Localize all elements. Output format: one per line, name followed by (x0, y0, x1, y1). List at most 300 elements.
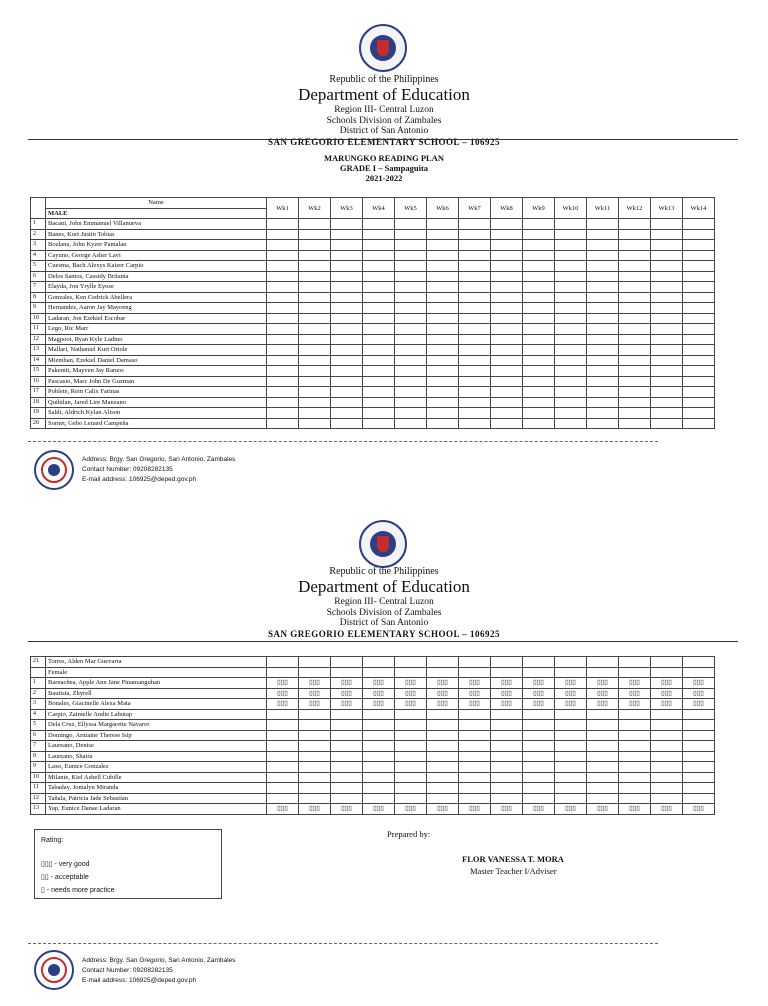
week-cell (395, 229, 427, 240)
week-cell (491, 397, 523, 408)
week-header: Wk13 (651, 198, 683, 219)
week-cell (427, 741, 459, 752)
table-row (31, 709, 715, 720)
week-cell (555, 418, 587, 429)
week-cell: ▯▯▯ (555, 688, 587, 699)
row-number: 13 (31, 345, 46, 356)
row-number: 4 (31, 250, 46, 261)
week-cell: ▯▯▯ (395, 699, 427, 710)
student-name: Laureano, Denise (46, 741, 267, 752)
week-cell (427, 751, 459, 762)
row-number: 4 (31, 709, 46, 720)
week-cell (427, 408, 459, 419)
week-cell (587, 324, 619, 335)
week-cell (331, 334, 363, 345)
week-cell (267, 229, 299, 240)
week-cell (267, 709, 299, 720)
week-cell (491, 730, 523, 741)
week-cell (523, 292, 555, 303)
row-number: 16 (31, 376, 46, 387)
table-row (31, 657, 715, 668)
reading-plan-table-female (30, 656, 715, 815)
week-cell: ▯▯▯ (491, 678, 523, 689)
student-name: Delos Santos, Cassidy Britania (46, 271, 267, 282)
week-cell (683, 345, 715, 356)
week-cell (683, 720, 715, 731)
student-name: Miemban, Ezekiel Daniel Damaso (46, 355, 267, 366)
week-cell: ▯▯▯ (267, 688, 299, 699)
week-cell (683, 772, 715, 783)
week-cell (651, 229, 683, 240)
week-cell (523, 772, 555, 783)
week-cell: ▯▯▯ (267, 678, 299, 689)
week-cell (267, 418, 299, 429)
week-cell (299, 657, 331, 668)
week-cell (683, 741, 715, 752)
week-cell (267, 366, 299, 377)
week-cell (555, 720, 587, 731)
week-cell (523, 366, 555, 377)
week-cell: ▯▯▯ (459, 678, 491, 689)
week-cell: ▯▯▯ (683, 804, 715, 815)
week-cell (619, 720, 651, 731)
week-cell (331, 271, 363, 282)
week-cell (299, 741, 331, 752)
student-name: Domingo, Armaine Therese Isip (46, 730, 267, 741)
week-cell (395, 772, 427, 783)
table-row (31, 282, 715, 293)
week-cell (683, 250, 715, 261)
week-cell (491, 709, 523, 720)
district-text: District of San Antonio (339, 618, 429, 628)
week-cell (459, 376, 491, 387)
row-number: 3 (31, 240, 46, 251)
week-cell (555, 292, 587, 303)
table-header-row (31, 198, 715, 209)
week-cell (619, 324, 651, 335)
week-cell (459, 783, 491, 794)
week-cell (523, 418, 555, 429)
week-cell (491, 387, 523, 398)
header-divider (28, 641, 738, 642)
reading-plan-table-male (30, 197, 715, 429)
week-cell (459, 418, 491, 429)
week-cell (427, 345, 459, 356)
week-cell (683, 418, 715, 429)
row-number: 8 (31, 292, 46, 303)
week-cell (651, 418, 683, 429)
week-cell (491, 334, 523, 345)
week-cell (651, 783, 683, 794)
row-number: 3 (31, 699, 46, 710)
week-header: Wk4 (363, 198, 395, 219)
week-cell (267, 250, 299, 261)
week-cell (587, 261, 619, 272)
week-cell (587, 657, 619, 668)
week-cell (491, 324, 523, 335)
week-cell (619, 793, 651, 804)
week-cell (299, 229, 331, 240)
week-cell (523, 720, 555, 731)
week-cell (363, 387, 395, 398)
row-number: 17 (31, 387, 46, 398)
week-cell (299, 387, 331, 398)
week-cell (363, 229, 395, 240)
week-cell: ▯▯▯ (427, 699, 459, 710)
week-cell: ▯▯▯ (651, 699, 683, 710)
week-cell (523, 261, 555, 272)
week-cell: ▯▯▯ (619, 678, 651, 689)
week-cell (651, 240, 683, 251)
week-cell (555, 324, 587, 335)
week-cell (683, 334, 715, 345)
week-cell (491, 376, 523, 387)
week-cell (555, 376, 587, 387)
week-cell (363, 751, 395, 762)
week-cell (651, 397, 683, 408)
week-cell (683, 376, 715, 387)
week-cell (427, 271, 459, 282)
week-cell (459, 303, 491, 314)
week-cell (427, 709, 459, 720)
row-number: 19 (31, 408, 46, 419)
week-cell (555, 240, 587, 251)
week-header: Wk5 (395, 198, 427, 219)
student-name: Bozlana, John Kyzer Pamalan (46, 240, 267, 251)
week-cell (427, 250, 459, 261)
table-row (31, 397, 715, 408)
week-cell (491, 219, 523, 230)
week-cell (363, 741, 395, 752)
week-cell (427, 324, 459, 335)
week-cell (395, 282, 427, 293)
student-name: Saldi, Aldrich Kylan Alison (46, 408, 267, 419)
week-cell (363, 345, 395, 356)
footer-contact: Contact Number: 09208282135 (82, 466, 173, 473)
week-cell (523, 762, 555, 773)
table-row (31, 678, 715, 689)
week-cell (459, 751, 491, 762)
week-cell (331, 762, 363, 773)
row-number: 11 (31, 324, 46, 335)
name-header: Name (46, 198, 267, 209)
week-cell (651, 387, 683, 398)
week-cell (683, 657, 715, 668)
week-cell (587, 334, 619, 345)
week-cell (299, 762, 331, 773)
school-name: SAN GREGORIO ELEMENTARY SCHOOL – 106925 (268, 628, 500, 639)
week-cell (331, 376, 363, 387)
week-cell: ▯▯▯ (491, 688, 523, 699)
week-cell: ▯▯▯ (299, 804, 331, 815)
week-cell (523, 345, 555, 356)
week-cell (683, 219, 715, 230)
week-cell (299, 720, 331, 731)
week-cell (427, 229, 459, 240)
student-name: Female (46, 667, 267, 678)
week-cell (619, 229, 651, 240)
week-cell (587, 772, 619, 783)
week-cell (267, 334, 299, 345)
footer-divider (28, 441, 658, 442)
week-cell: ▯▯▯ (619, 688, 651, 699)
row-number: 5 (31, 261, 46, 272)
student-name: Laureano, Shaira (46, 751, 267, 762)
week-header: Wk1 (267, 198, 299, 219)
week-cell (331, 709, 363, 720)
week-cell (427, 261, 459, 272)
week-cell (363, 793, 395, 804)
week-cell: ▯▯▯ (459, 688, 491, 699)
week-cell (619, 408, 651, 419)
week-cell (619, 334, 651, 345)
week-cell: ▯▯▯ (331, 804, 363, 815)
week-cell: ▯▯▯ (491, 804, 523, 815)
week-cell (555, 271, 587, 282)
row-number: 11 (31, 783, 46, 794)
week-cell (395, 709, 427, 720)
week-cell (363, 709, 395, 720)
week-cell (683, 709, 715, 720)
week-cell (619, 376, 651, 387)
student-name: Tañala, Patricia Jade Sebastian (46, 793, 267, 804)
week-cell (299, 408, 331, 419)
week-cell (491, 240, 523, 251)
week-cell: ▯▯▯ (651, 688, 683, 699)
week-cell (267, 376, 299, 387)
prepared-by-label: Prepared by: (387, 829, 431, 839)
week-cell (491, 772, 523, 783)
week-cell (363, 282, 395, 293)
week-cell (459, 397, 491, 408)
student-name: Mallari, Nathaniel Kurt Oriole (46, 345, 267, 356)
week-cell (683, 324, 715, 335)
student-name: Elayda, Jon Yrylle Eyose (46, 282, 267, 293)
week-cell (683, 667, 715, 678)
week-cell (363, 376, 395, 387)
week-cell (523, 741, 555, 752)
student-name: Pascasio, Marc John De Guzman (46, 376, 267, 387)
week-cell (395, 366, 427, 377)
school-name: SAN GREGORIO ELEMENTARY SCHOOL – 106925 (268, 136, 500, 147)
week-cell (683, 366, 715, 377)
week-header: Wk11 (587, 198, 619, 219)
week-cell (363, 657, 395, 668)
week-cell (587, 376, 619, 387)
week-cell (587, 292, 619, 303)
week-cell (555, 313, 587, 324)
week-cell: ▯▯▯ (619, 699, 651, 710)
student-name: Dela Cruz, Ellyssa Margarette Navarro (46, 720, 267, 731)
week-cell (331, 397, 363, 408)
week-cell (491, 741, 523, 752)
table-row (31, 772, 715, 783)
week-cell (619, 783, 651, 794)
school-logo-icon (34, 950, 74, 990)
week-cell (555, 387, 587, 398)
table-row (31, 720, 715, 731)
week-cell (523, 793, 555, 804)
week-cell (363, 772, 395, 783)
week-cell (267, 397, 299, 408)
week-cell (683, 240, 715, 251)
week-cell (427, 657, 459, 668)
week-cell: ▯▯▯ (267, 699, 299, 710)
week-cell (395, 324, 427, 335)
week-cell (395, 397, 427, 408)
table-row (31, 261, 715, 272)
week-cell (491, 366, 523, 377)
week-cell (267, 657, 299, 668)
week-cell (459, 667, 491, 678)
week-cell (683, 271, 715, 282)
week-cell (651, 366, 683, 377)
week-cell (299, 366, 331, 377)
week-cell (651, 334, 683, 345)
week-cell (555, 303, 587, 314)
week-cell (651, 720, 683, 731)
week-cell (331, 408, 363, 419)
week-cell (683, 261, 715, 272)
week-cell (331, 772, 363, 783)
week-cell (395, 271, 427, 282)
week-cell (267, 324, 299, 335)
week-cell (651, 345, 683, 356)
week-cell: ▯▯▯ (523, 688, 555, 699)
week-cell (555, 345, 587, 356)
week-cell (555, 709, 587, 720)
week-cell: ▯▯▯ (523, 804, 555, 815)
week-header: Wk10 (555, 198, 587, 219)
week-cell (395, 219, 427, 230)
week-cell (619, 762, 651, 773)
table-row (31, 804, 715, 815)
table-row (31, 793, 715, 804)
week-cell (363, 313, 395, 324)
week-cell (459, 292, 491, 303)
table-row (31, 219, 715, 230)
week-cell (331, 282, 363, 293)
week-cell (363, 397, 395, 408)
week-cell (331, 303, 363, 314)
week-cell (299, 261, 331, 272)
row-number (31, 667, 46, 678)
week-cell (651, 793, 683, 804)
week-cell: ▯▯▯ (299, 678, 331, 689)
week-cell (651, 376, 683, 387)
week-cell (587, 793, 619, 804)
week-cell (395, 334, 427, 345)
week-cell (459, 229, 491, 240)
week-cell (523, 219, 555, 230)
student-name: Gonzales, Ken Cedrick Abellera (46, 292, 267, 303)
student-name: Poblete, Rein Calix Farinas (46, 387, 267, 398)
week-cell (395, 730, 427, 741)
week-cell (619, 261, 651, 272)
week-cell: ▯▯▯ (427, 678, 459, 689)
week-cell (331, 720, 363, 731)
week-cell (299, 292, 331, 303)
week-cell: ▯▯▯ (555, 804, 587, 815)
week-cell (619, 271, 651, 282)
week-cell (427, 303, 459, 314)
region-text: Region III- Central Luzon (334, 105, 434, 115)
week-cell: ▯▯▯ (523, 678, 555, 689)
week-cell (267, 345, 299, 356)
table-row (31, 334, 715, 345)
week-cell (651, 408, 683, 419)
week-cell (491, 261, 523, 272)
division-text: Schools Division of Zambales (326, 607, 442, 618)
week-cell (427, 240, 459, 251)
table-row (31, 271, 715, 282)
week-cell (523, 334, 555, 345)
row-number: 2 (31, 688, 46, 699)
week-cell (523, 730, 555, 741)
week-cell (651, 219, 683, 230)
week-cell (619, 313, 651, 324)
week-cell: ▯▯▯ (491, 699, 523, 710)
week-cell (619, 345, 651, 356)
week-cell (683, 292, 715, 303)
week-cell: ▯▯▯ (299, 688, 331, 699)
week-cell (331, 229, 363, 240)
week-cell (331, 387, 363, 398)
week-cell (267, 240, 299, 251)
week-cell (395, 418, 427, 429)
week-cell: ▯▯▯ (587, 804, 619, 815)
week-cell (459, 408, 491, 419)
week-cell (619, 730, 651, 741)
week-cell (363, 334, 395, 345)
week-cell (395, 720, 427, 731)
week-cell (651, 730, 683, 741)
week-cell (491, 303, 523, 314)
school-logo-icon (34, 450, 74, 490)
week-cell (427, 313, 459, 324)
week-cell (299, 783, 331, 794)
week-cell: ▯▯▯ (331, 678, 363, 689)
week-cell (427, 219, 459, 230)
rating-acceptable: ▯▯ - acceptable (41, 874, 89, 881)
student-name: Bautista, Zhyrell (46, 688, 267, 699)
region-text: Region III- Central Luzon (334, 597, 434, 607)
student-name: Milante, Kiel Ashell Cubille (46, 772, 267, 783)
week-cell (459, 240, 491, 251)
week-cell (555, 657, 587, 668)
week-cell (395, 657, 427, 668)
week-cell (651, 261, 683, 272)
week-cell (555, 408, 587, 419)
table-row (31, 240, 715, 251)
week-cell (331, 261, 363, 272)
week-cell (459, 387, 491, 398)
table-row (31, 418, 715, 429)
week-cell (491, 657, 523, 668)
table-row (31, 408, 715, 419)
plan-title: MARUNGKO READING PLAN (324, 153, 444, 163)
week-cell (395, 793, 427, 804)
week-cell (299, 219, 331, 230)
week-cell (299, 355, 331, 366)
footer-email: E-mail address: 106925@deped.gov.ph (82, 476, 197, 483)
week-header: Wk14 (683, 198, 715, 219)
week-cell (523, 271, 555, 282)
week-cell (555, 229, 587, 240)
table-row (31, 751, 715, 762)
week-cell: ▯▯▯ (331, 699, 363, 710)
rating-legend (34, 829, 222, 899)
